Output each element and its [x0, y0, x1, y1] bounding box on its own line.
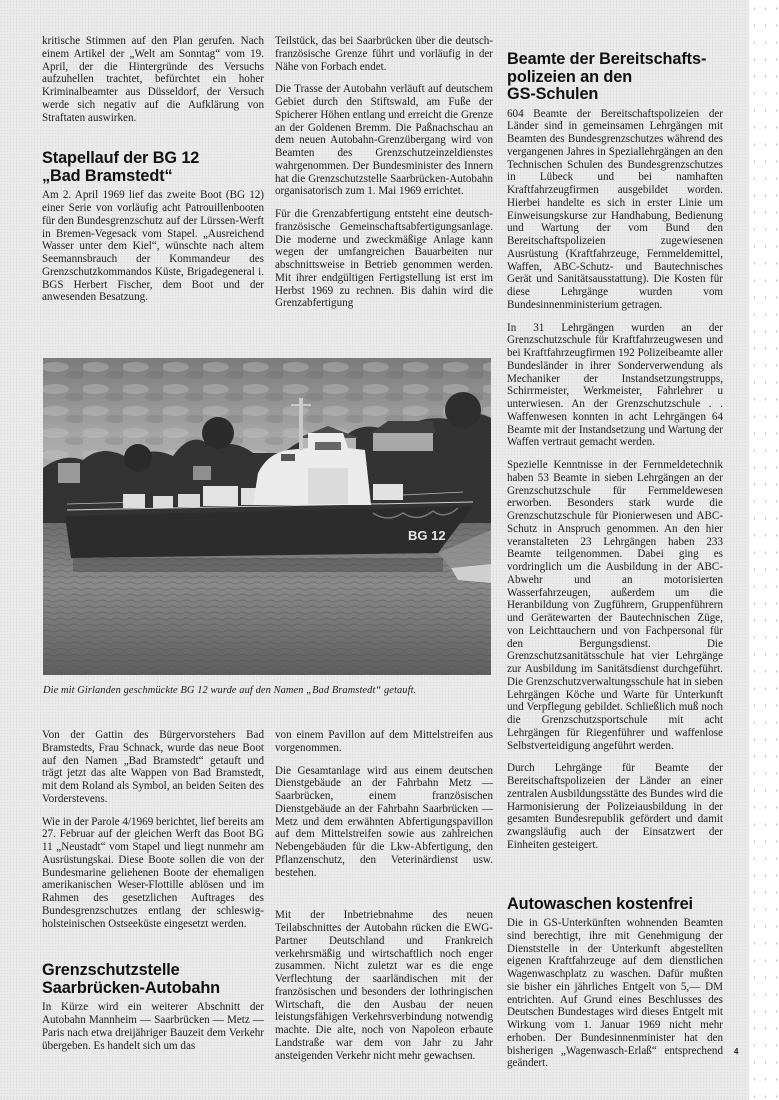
right-column — [507, 51, 723, 1070]
headline-line: GS-Schulen — [507, 85, 599, 103]
middle-column-top — [275, 35, 493, 310]
headline-line: „Bad Bramstedt“ — [42, 166, 173, 185]
patrol-boat-illustration — [43, 358, 491, 675]
article-paragraph: Die in GS-Unterkünften wohnenden Beamten sind berechtigt, ihre mit Genehmigung der Dienststelle in der Unterkunft abgestellten eigenen Kraftfahrzeuge auf dem dienstlichen Wagenwaschplatz zu waschen. Dafür mußten sie bisher ein jährliches Entgelt von 5,— DM entrichten. Auf Grund eines Beschlusses des Deutschen Bundestages wird dieses Entgelt mit Wirkung vom 1. Januar 1969 nicht mehr erhoben. Der Bundesinnenminister hat den bisherigen „Wagenwasch-Erlaß“ entsprechend geändert. — [507, 917, 723, 1070]
article-paragraph: Teilstück, das bei Saarbrücken über die deutsch-französische Grenze führt und vorläufig in der Nähe von Forbach endet. — [275, 35, 493, 73]
headline-line: Saarbrücken-Autobahn — [42, 978, 221, 997]
headline-line: Beamte der Bereitschafts- — [507, 50, 707, 68]
left-column-top — [42, 35, 264, 304]
article-headline-saarbruecken — [42, 962, 264, 997]
article-paragraph: von einem Pavillon auf dem Mittelstreifen aus vorgenommen. — [275, 729, 493, 754]
article-headline-autowaschen: Autowaschen kostenfrei — [507, 894, 693, 913]
article-paragraph: In Kürze wird ein weiterer Abschnitt der Autobahn Mannheim — Saarbrücken — Metz — Paris nach etwa dreijähriger Bauzeit dem Verkehr übergeben. Es handelt sich um das — [42, 1001, 264, 1052]
headline-line: Grenzschutzstelle — [42, 961, 180, 980]
article-paragraph: Spezielle Kenntnisse in der Fernmeldetechnik haben 53 Beamte in sieben Lehrgängen an der Grenzschutzschule für Fernmeldewesen erworben. Besonders stark wurde die Grenzschutzschule für Pionierwesen und ABC-Schutz in Anspruch genommen. An den hier veranstalteten 23 Lehrgängen haben 233 Beamte teilgenommen. Dabei ging es vordringlich um die Ausbildung in der ABC-Abwehr und an motorisierten Wasserfahrzeugen, außerdem um die Heranbildung von Zugführern, Gruppenführern und Gerätewarten der Bautechnischen Züge, von Leichttauchern und von Fachpersonal für den Bergungsdienst. Die Grenzschutzsanitätsschule hat vier Lehrgänge zur Ausbildung im Sanitätsdienst durchgeführt. Die Grenzschutzverwaltungsschule hat in sieben Lehrgängen Köche und Warte für Unterkunft und Verpflegung gebildet. Schließlich muß noch die Grenzschutzsportschule mit acht Lehrgängen für Riegenführer und waffenlose Selbstverteidigung angeführt werden. — [507, 459, 723, 752]
article-paragraph: Die Trasse der Autobahn verläuft auf deutschem Gebiet durch den Stiftswald, am Fuße der Spicherer Höhen entlang und erreicht die Grenze an der Goldenen Bremm. Die Paßnachschau an dem neuen Autobahn-Grenzübergang wird von Beamten des Grenzschutzeinzeldienstes wahrgenommen. Der Bundesminister des Innern hat die Grenzschutzstelle Saarbrücken-Autobahn organisatorisch zum 1. Mai 1969 errichtet. — [275, 83, 493, 198]
article-paragraph: Von der Gattin des Bürgervorstehers Bad Bramstedts, Frau Schnack, wurde das neue Boot auf den Namen „Bad Bramstedt“ getauft und trägt jetzt das alte Wappen von Bad Bramstedt, mit dem Roland als Symbol, an beiden Seiten des Vorderstevens. — [42, 729, 264, 805]
scan-margin — [749, 0, 779, 1100]
photo-caption: Die mit Girlanden geschmückte BG 12 wurde auf den Namen „Bad Bramstedt“ getauft. — [43, 685, 417, 696]
boat-photo — [43, 358, 491, 675]
hull-number-label: BG 12 — [408, 528, 446, 543]
article-paragraph: Für die Grenzabfertigung entsteht eine deutsch-französische Gemeinschaftsabfertigungsanlage. Die moderne und zweckmäßige Anlage kann wegen der umfangreichen Bauarbeiten nur abschnittsweise in Betrieb genommen werden. Mit ihrer endgültigen Fertigstellung ist erst im Herbst 1969 zu rechnen. Bis dahin wird die Grenzabfertigung — [275, 208, 493, 310]
article-paragraph: In 31 Lehrgängen wurden an der Grenzschutzschule für Kraftfahrzeugwesen und bei Kraftfahrzeugfirmen 192 Polizeibeamte aller Bundesländer in ihrer Sonderverwendung als Mechaniker der Instandsetzungstrupps, Schirrmeister, Werkmeister, Fahrlehrer u unterwiesen. An der Grenzschutzschule . . Waffenwesen konnten in acht Lehrgängen 64 Beamte mit der Instandsetzung und Wartung der Waffen vertraut gemacht werden. — [507, 321, 723, 449]
article-headline-bereitschaftspolizeien — [507, 51, 723, 104]
left-column-bottom — [42, 729, 264, 1052]
article-paragraph: Die Gesamtanlage wird aus einem deutschen Dienstgebäude an der Fahrbahn Metz — Saarbrücken, einem französischen Dienstgebäude an der Fahrbahn Saarbrücken — Metz und dem erwähnten Abfertigungspavillon auf dem Mittelstreifen sowie aus zahlreichen Nebengebäuden für die Lkw-Abfertigung, den Pflanzenschutz, den Veterinärdienst usw. bestehen. — [275, 764, 493, 879]
middle-column-bottom — [275, 729, 493, 1062]
continued-paragraph: kritische Stimmen auf den Plan gerufen. Nach einem Artikel der „Welt am Sonntag“ vom 19. April, der die Hintergründe des Versuchs aufzuhellen trachtet, befürchtet ein hoher Kriminalbeamter aus Düsseldorf, der Versuch werde sich negativ auf die Aufklärung von Straftaten auswirken. — [42, 35, 264, 124]
headline-line: polizeien an den — [507, 67, 633, 86]
article-paragraph: 604 Beamte der Bereitschaftspolizeien der Länder sind in gemeinsamen Lehrgängen mit Beamten des Bundesgrenzschutzes während des vergangenen Jahres in Speziallehrgängen an den Technischen Schulen des Bundesgrenzschutzes in Lübeck und bei namhaften Kraftfahrzeugfirmen ausgebildet worden. Hierbei handelte es sich in erster Linie um Einweisungskurse zur Handhabung, Bedienung und Wartung der vom Bund den Bereitschaftspolizeien zugewiesenen Ausrüstung (Kraftfahrzeuge, Fernmeldemittel, Waffen, ABC-Schutz- und Bautechnisches Gerät und Sanitätsausstattung). Die Kosten für diese Lehrgänge wurden vom Bundesinnenministerium getragen. — [507, 107, 723, 311]
headline-line: Stapellauf der BG 12 — [42, 149, 200, 168]
page-number: 4 — [734, 1047, 739, 1056]
article-paragraph: Am 2. April 1969 lief das zweite Boot (BG 12) einer Serie von vorläufig acht Patrouillenbooten für den Bundesgrenzschutz auf der Lürssen-Werft in Bremen-Vegesack vom Stapel. „Ausreichend Wasser unter dem Kiel“, wünschte nach altem Seemannsbrauch der Kommandeur des Grenzschutzkommandos Küste, Brigadegeneral i. BGS Herbert Fischer, dem Boot und der anwesenden Besatzung. — [42, 189, 264, 304]
article-headline-stapellauf — [42, 150, 264, 185]
article-paragraph: Mit der Inbetriebnahme des neuen Teilabschnittes der Autobahn rücken die EWG-Partner Deutschland und Frankreich verkehrsmäßig und wirtschaftlich noch enger zusammen. Nicht zuletzt war es die enge Verflechtung der saarländischen mit der französischen und besonders der lothringischen Wirtschaft, die den Ausbau der neuen leistungsfähigen Verkehrsverbindung notwendig machte. Die alte, noch von Napoleon erbaute Landstraße war dem von Jahr zu Jahr ansteigenden Verkehr nicht mehr gewachsen. — [275, 909, 493, 1062]
article-paragraph: Durch Lehrgänge für Beamte der Bereitschaftspolizeien der Länder an einer zentralen Ausbildungsstätte des Bundes wird die Harmonisierung der Polizeiausbildung in der gesamten Bundesrepublik gefördert und damit zwangsläufig auch der Einsatzwert der Einheiten gesteigert. — [507, 762, 723, 851]
article-paragraph: Wie in der Parole 4/1969 berichtet, lief bereits am 27. Februar auf der gleichen Werft das Boot BG 11 „Neustadt“ vom Stapel und liegt nunmehr am Ausrüstungskai. Diese Boote sollen die von der Bundesmarine geliehenen Boote der ehemaligen amerikanischen Weser-Flottille ablösen und im Rahmen des gesetzlichen Auftrages des Bundesgrenzschutzes entlang der schleswig-holsteinischen Ostseeküste eingesetzt werden. — [42, 815, 264, 930]
